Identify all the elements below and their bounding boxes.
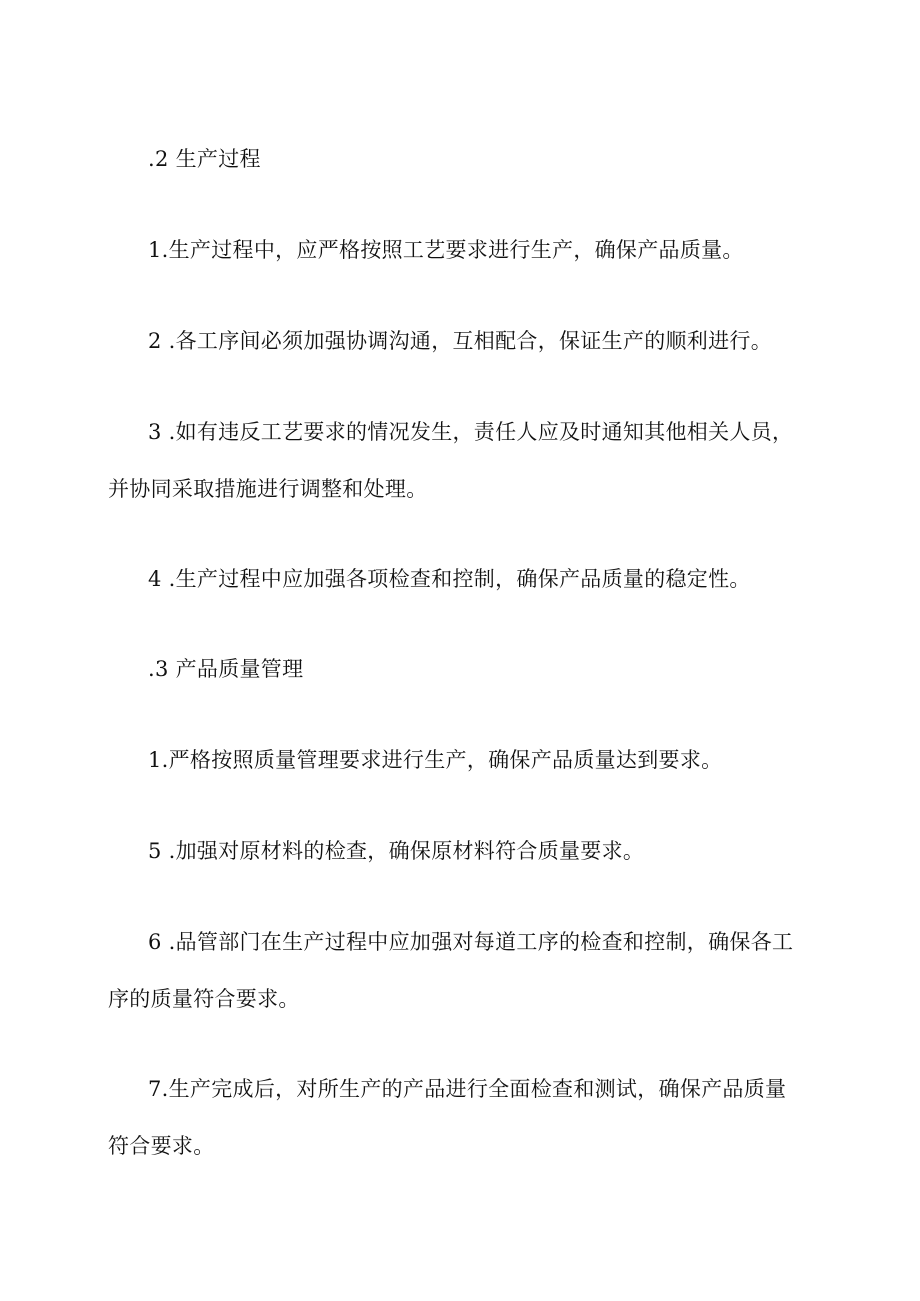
paragraph-item: 6 .品管部门在生产过程中应加强对每道工序的检查和控制，确保各工	[148, 930, 794, 954]
paragraph-item: 5 .加强对原材料的检查，确保原材料符合质量要求。	[148, 839, 645, 863]
paragraph-item: 1.严格按照质量管理要求进行生产，确保产品质量达到要求。	[148, 748, 723, 772]
paragraph-item: 3 .如有违反工艺要求的情况发生，责任人应及时通知其他相关人员，	[148, 420, 794, 444]
paragraph-item: 4 .生产过程中应加强各项检查和控制，确保产品质量的稳定性。	[148, 567, 751, 591]
paragraph-continuation: 并协同采取措施进行调整和处理。	[108, 477, 428, 501]
section-heading-production-process: .2 生产过程	[148, 147, 261, 171]
section-heading-quality-management: .3 产品质量管理	[148, 657, 304, 681]
paragraph-item: 2 .各工序间必须加强协调沟通，互相配合，保证生产的顺利进行。	[148, 329, 773, 353]
paragraph-item: 1.生产过程中，应严格按照工艺要求进行生产，确保产品质量。	[148, 238, 744, 262]
paragraph-item: 7.生产完成后，对所生产的产品进行全面检查和测试，确保产品质量	[148, 1077, 787, 1101]
paragraph-continuation: 符合要求。	[108, 1134, 215, 1158]
paragraph-continuation: 序的质量符合要求。	[108, 987, 300, 1011]
